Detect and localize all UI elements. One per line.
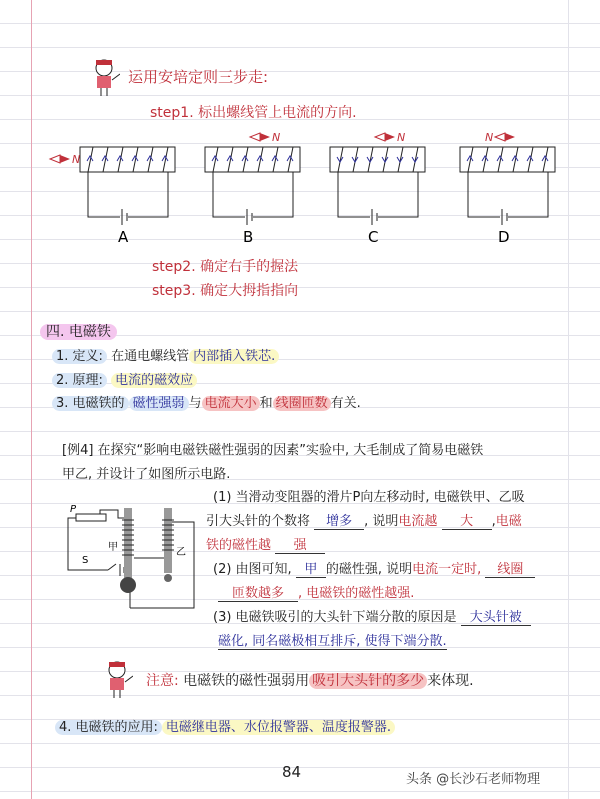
needle-pole-label: N [272,131,281,144]
solenoid-diagrams [40,125,560,247]
section-title [40,321,117,341]
compass-needle-n [505,133,515,141]
wire [378,172,418,217]
definition [52,345,279,364]
note-text: 电磁铁的磁性强弱用 [183,673,310,689]
factors-hl3: 线圈匝数 [273,396,331,411]
compass-needle-s [50,155,60,163]
example-line1: [例4] 在探究“影响电磁铁磁性强弱的因素”实验中, 大毛制成了简易电磁铁 [62,443,484,458]
solenoid-core [460,147,555,172]
wire [508,172,548,217]
definition-label: 1. 定义: [52,349,107,364]
solenoid-label: B [243,228,254,246]
solenoid-label: C [368,228,379,246]
watermark: 头条 @长沙石老师物理 [406,772,541,787]
q2-answer3: 匝数越多 [218,582,298,602]
definition-highlight: 内部插入铁芯. [189,349,279,364]
compass-needle-s [250,133,260,141]
q3-answer1: 大头针被 [461,606,531,626]
q2-answer2: 线圈 [485,558,535,578]
step3: step3. 确定大拇指指向 [152,283,299,299]
compass-needle-n [260,133,270,141]
factors [52,392,361,411]
wire [338,172,370,217]
step1: step1. 标出螺线管上电流的方向. [150,105,357,121]
q3-line2 [218,630,447,650]
q2-answer1: 甲 [296,558,326,578]
electromagnet-circuit [58,500,198,610]
factors-end: 有关. [330,396,361,411]
page-number: 84 [282,763,302,781]
factors-hl2: 电流大小 [202,396,260,411]
q3-answer2: 磁化, 同名磁极相互排斥, 使得下端分散. [218,630,447,650]
q3-line1 [213,606,531,626]
q3-text: (3) 电磁铁吸引的大头针下端分散的原因是 [213,610,457,625]
q1-answer2: 大 [442,510,492,530]
compass-needle-s [375,133,385,141]
applications [55,716,395,735]
needle-pole-label: N [485,131,494,144]
q2-red1: 电流一定时, [412,562,482,577]
q1-red1: 电流越 [398,514,438,529]
q1-text2: , 说明 [364,514,399,529]
example-line2: 甲乙, 并设计了如图所示电路. [62,467,231,482]
q1-text: 引大头针的个数将 [206,514,311,529]
label-yi: 乙 [176,547,186,558]
principle [52,369,197,388]
q1-comma: , [491,514,496,529]
q1-answer3: 强 [275,534,325,554]
note [146,670,474,690]
q2-line1 [213,558,535,578]
cartoon-girl-icon [92,58,120,98]
needle-pole-label: N [397,131,406,144]
note-label: 注意: [146,673,179,689]
solenoid-core [330,147,425,172]
solenoid-core [205,147,300,172]
needle-pole-label: N [72,153,81,166]
note-end: 来体现. [427,673,474,689]
wire [253,172,293,217]
wire [88,172,120,217]
step2: step2. 确定右手的握法 [152,259,299,275]
compass-needle-s [495,133,505,141]
q2-red2: , 电磁铁的磁性越强. [298,586,415,601]
applications-label: 4. 电磁铁的应用: [55,720,162,735]
q2-line2 [218,582,414,602]
definition-text: 在通电螺线管 [111,349,190,364]
principle-highlight: 电流的磁效应 [111,373,197,388]
compass-needle-n [60,155,70,163]
wire [468,172,500,217]
factors-label: 3. 电磁铁的 [52,396,129,411]
q2-text: (2) 由图可知, [213,562,292,577]
q1-line3 [206,534,325,554]
wire [213,172,245,217]
cartoon-girl-icon [105,660,133,700]
label-jia: 甲 [108,542,118,553]
solenoid-label: D [498,228,510,246]
margin-line [31,0,32,799]
q1-line1: (1) 当滑动变阻器的滑片P向左移动时, 电磁铁甲、乙吸 [213,490,525,505]
label-s: S [82,555,89,566]
factors-hl1: 磁性强弱 [129,396,189,411]
applications-highlight: 电磁继电器、水位报警器、温度报警器. [162,720,395,735]
solenoid-label: A [118,228,129,246]
factors-and: 和 [259,396,273,411]
q1-line2 [206,510,522,530]
q2-text2: 的磁性强, 说明 [325,562,413,577]
wire [128,172,168,217]
solenoid-core [80,147,175,172]
header-title: 运用安培定则三步走: [128,68,269,86]
factors-mid: 与 [188,396,202,411]
q1-red2: 电磁 [495,514,522,529]
compass-needle-n [385,133,395,141]
section-title-text: 四. 电磁铁 [40,324,117,340]
principle-label: 2. 原理: [52,373,107,388]
label-p: P [70,504,77,515]
note-highlight: 吸引大头针的多少 [309,673,427,689]
q1-red3: 铁的磁性越 [206,538,272,553]
right-margin-line [568,0,569,799]
q1-answer1: 增多 [314,510,364,530]
